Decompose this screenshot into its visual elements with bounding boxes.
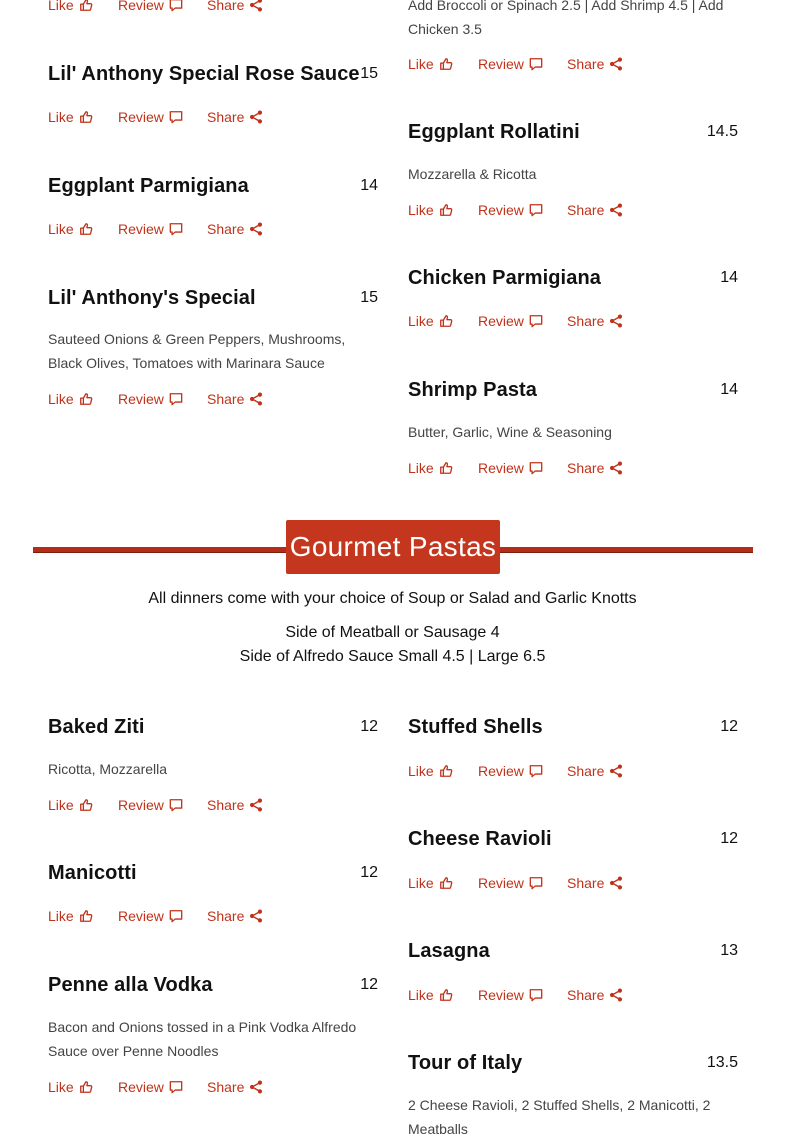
share-button[interactable]: [567, 987, 623, 1003]
share-label: Share: [567, 875, 605, 891]
share-label: Share: [567, 313, 605, 329]
like-label: Like: [408, 763, 434, 779]
thumbs-up-icon: [79, 392, 93, 406]
like-button[interactable]: [408, 763, 453, 779]
thumbs-up-icon: [79, 909, 93, 923]
share-label: Share: [567, 763, 605, 779]
like-button[interactable]: [48, 221, 93, 237]
thumbs-up-icon: [439, 203, 453, 217]
share-button[interactable]: [207, 391, 263, 407]
share-icon: [249, 392, 263, 406]
share-label: Share: [207, 797, 245, 813]
menu-item: [408, 1052, 738, 1137]
menu-item: [48, 63, 378, 125]
thumbs-up-icon: [439, 764, 453, 778]
like-label: Like: [408, 460, 434, 476]
review-label: Review: [118, 221, 164, 237]
like-label: Like: [408, 987, 434, 1003]
share-button[interactable]: [207, 908, 263, 924]
comment-icon: [169, 1080, 183, 1094]
menu-item: [48, 716, 378, 813]
share-label: Share: [567, 987, 605, 1003]
comment-icon: [529, 203, 543, 217]
item-name: Lasagna: [408, 940, 490, 962]
like-button[interactable]: [48, 908, 93, 924]
share-icon: [609, 988, 623, 1002]
like-label: Like: [48, 221, 74, 237]
item-price: 12: [360, 718, 378, 735]
item-description: Bacon and Onions tossed in a Pink Vodka Alfredo Sauce over Penne Noodles: [48, 1019, 357, 1059]
share-icon: [609, 57, 623, 71]
item-price: 13.5: [706, 1054, 738, 1071]
review-label: Review: [478, 202, 524, 218]
share-button[interactable]: [567, 875, 623, 891]
thumbs-up-icon: [79, 798, 93, 812]
like-label: Like: [48, 391, 74, 407]
section-title: Gourmet Pastas: [286, 520, 500, 574]
comment-icon: [169, 798, 183, 812]
section-note: Side of Alfredo Sauce Small 4.5 | Large 6.5: [239, 648, 546, 665]
thumbs-up-icon: [439, 314, 453, 328]
item-name: Lil' Anthony's Special: [48, 287, 256, 309]
share-label: Share: [567, 460, 605, 476]
share-label: Share: [207, 391, 245, 407]
like-label: Like: [48, 797, 74, 813]
menu-item: [408, 828, 738, 891]
item-name: Baked Ziti: [48, 716, 145, 738]
like-button[interactable]: [48, 391, 93, 407]
like-button[interactable]: [408, 56, 453, 72]
item-name: Cheese Ravioli: [408, 828, 552, 850]
thumbs-up-icon: [439, 57, 453, 71]
comment-icon: [529, 314, 543, 328]
like-label: Like: [48, 908, 74, 924]
share-icon: [609, 461, 623, 475]
menu-item: [408, 940, 738, 1003]
comment-icon: [169, 392, 183, 406]
thumbs-up-icon: [439, 988, 453, 1002]
review-label: Review: [478, 56, 524, 72]
like-button[interactable]: [408, 202, 453, 218]
review-button[interactable]: [118, 797, 183, 813]
share-button[interactable]: [207, 109, 263, 125]
review-label: Review: [118, 109, 164, 125]
section-note: Side of Meatball or Sausage 4: [285, 624, 500, 641]
like-label: Like: [408, 56, 434, 72]
share-icon: [249, 909, 263, 923]
item-name: Shrimp Pasta: [408, 379, 538, 401]
review-button[interactable]: [118, 0, 183, 13]
comment-icon: [169, 0, 183, 12]
review-label: Review: [118, 391, 164, 407]
share-label: Share: [207, 1079, 245, 1095]
comment-icon: [529, 57, 543, 71]
share-icon: [249, 798, 263, 812]
share-button[interactable]: [567, 460, 623, 476]
item-price: 14: [720, 381, 738, 398]
share-label: Share: [207, 109, 245, 125]
comment-icon: [529, 876, 543, 890]
item-price: 12: [720, 718, 738, 735]
like-label: Like: [48, 1079, 74, 1095]
thumbs-up-icon: [79, 110, 93, 124]
share-button[interactable]: [207, 797, 263, 813]
item-price: 12: [360, 864, 378, 881]
like-label: Like: [408, 313, 434, 329]
item-name: Chicken Parmigiana: [408, 267, 601, 289]
item-price: 13: [720, 942, 738, 959]
review-button[interactable]: [118, 391, 183, 407]
like-button[interactable]: [48, 1079, 93, 1095]
like-label: Like: [408, 202, 434, 218]
like-button[interactable]: [408, 875, 453, 891]
review-label: Review: [478, 313, 524, 329]
share-label: Share: [207, 908, 245, 924]
review-button[interactable]: [478, 313, 543, 329]
review-button[interactable]: [478, 202, 543, 218]
menu-item: [48, 862, 378, 924]
like-label: Like: [48, 109, 74, 125]
comment-icon: [169, 909, 183, 923]
menu-item: [48, 175, 378, 237]
like-button[interactable]: [408, 460, 453, 476]
review-button[interactable]: [478, 56, 543, 72]
comment-icon: [529, 461, 543, 475]
like-button[interactable]: [408, 987, 453, 1003]
like-button[interactable]: [48, 0, 93, 13]
thumbs-up-icon: [79, 0, 93, 12]
review-button[interactable]: [478, 987, 543, 1003]
share-button[interactable]: [567, 202, 623, 218]
like-label: Like: [408, 875, 434, 891]
share-icon: [249, 0, 263, 12]
comment-icon: [529, 988, 543, 1002]
menu-item: [408, 267, 738, 329]
share-button[interactable]: [207, 221, 263, 237]
menu-item: [48, 287, 378, 407]
menu-item: [408, 716, 738, 779]
thumbs-up-icon: [439, 876, 453, 890]
share-label: Share: [207, 0, 245, 13]
share-label: Share: [567, 202, 605, 218]
share-button[interactable]: [207, 1079, 263, 1095]
item-description: Ricotta, Mozzarella: [48, 761, 168, 777]
share-icon: [609, 203, 623, 217]
review-button[interactable]: [118, 221, 183, 237]
thumbs-up-icon: [79, 222, 93, 236]
comment-icon: [169, 222, 183, 236]
item-name: Manicotti: [48, 862, 137, 884]
like-button[interactable]: [48, 797, 93, 813]
item-price: 14: [720, 269, 738, 286]
like-label: Like: [48, 0, 74, 13]
comment-icon: [169, 110, 183, 124]
share-label: Share: [207, 221, 245, 237]
share-icon: [249, 222, 263, 236]
share-icon: [609, 314, 623, 328]
item-name: Penne alla Vodka: [48, 974, 213, 996]
share-icon: [249, 1080, 263, 1094]
review-button[interactable]: [118, 109, 183, 125]
thumbs-up-icon: [79, 1080, 93, 1094]
item-price: 15: [360, 65, 378, 82]
review-label: Review: [478, 460, 524, 476]
comment-icon: [529, 764, 543, 778]
share-button[interactable]: [567, 763, 623, 779]
menu-item: [48, 974, 378, 1095]
review-label: Review: [478, 763, 524, 779]
item-description: Sauteed Onions & Green Peppers, Mushrooms, Black Olives, Tomatoes with Marinara Sauce: [48, 331, 346, 371]
item-price: 12: [360, 976, 378, 993]
review-button[interactable]: [478, 763, 543, 779]
review-label: Review: [478, 875, 524, 891]
item-description: Butter, Garlic, Wine & Seasoning: [408, 424, 612, 440]
item-price: 14: [360, 177, 378, 194]
review-label: Review: [118, 908, 164, 924]
share-button[interactable]: [567, 313, 623, 329]
like-button[interactable]: [408, 313, 453, 329]
review-label: Review: [478, 987, 524, 1003]
review-button[interactable]: [478, 875, 543, 891]
item-name: Lil' Anthony Special Rose Sauce: [48, 63, 360, 85]
item-name: Tour of Italy: [408, 1052, 523, 1074]
share-button[interactable]: [567, 56, 623, 72]
item-description: 2 Cheese Ravioli, 2 Stuffed Shells, 2 Manicotti, 2 Meatballs: [408, 1097, 711, 1137]
menu-item: [408, 121, 738, 218]
share-icon: [609, 764, 623, 778]
item-name: Stuffed Shells: [408, 716, 543, 738]
review-label: Review: [118, 0, 164, 13]
item-price: 12: [720, 830, 738, 847]
share-label: Share: [567, 56, 605, 72]
share-icon: [609, 876, 623, 890]
review-button[interactable]: [118, 1079, 183, 1095]
review-label: Review: [118, 797, 164, 813]
item-name: Eggplant Rollatini: [408, 121, 580, 143]
review-label: Review: [118, 1079, 164, 1095]
menu-item: [408, 379, 738, 476]
item-name: Eggplant Parmigiana: [48, 175, 249, 197]
review-button[interactable]: [478, 460, 543, 476]
section-note: All dinners come with your choice of Soup or Salad and Garlic Knotts: [148, 590, 637, 607]
share-button[interactable]: [207, 0, 263, 13]
item-description: Mozzarella & Ricotta: [408, 166, 537, 182]
thumbs-up-icon: [439, 461, 453, 475]
add-ons-note: Add Broccoli or Spinach 2.5 | Add Shrimp 4.5 | Add Chicken 3.5: [408, 0, 724, 37]
item-price: 14.5: [706, 123, 738, 140]
review-button[interactable]: [118, 908, 183, 924]
item-price: 15: [360, 289, 378, 306]
share-icon: [249, 110, 263, 124]
like-button[interactable]: [48, 109, 93, 125]
